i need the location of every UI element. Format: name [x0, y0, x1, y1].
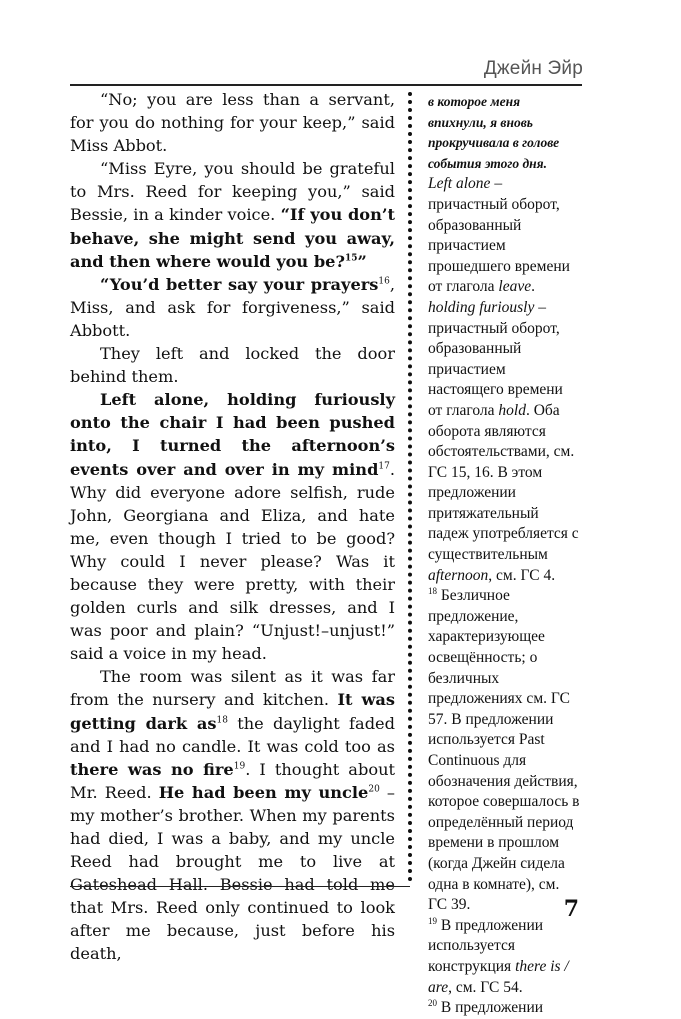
note-number: 18 — [428, 586, 437, 597]
footer-rule — [70, 886, 410, 887]
text-run: They left and locked the door behind them. — [70, 344, 395, 387]
note-number: 19 — [428, 915, 437, 926]
text-run: В предложении — [437, 999, 544, 1017]
paragraph-6 — [70, 665, 395, 965]
text-run: “Miss Eyre, you should be grateful to Mrs. Reed for keeping you,” said Bessie, in a kinder voice. — [70, 159, 395, 225]
text-run: the daylight faded and I had no candle. It was cold too as — [70, 713, 396, 756]
text-run: . I thought about Mr. Reed. — [70, 759, 395, 802]
text-run: , Miss, and ask for forgiveness,” said Abbott. — [70, 274, 395, 340]
bold-phrase: It was getting dark as — [70, 690, 395, 733]
term: hold — [498, 401, 526, 419]
term: afternoon — [428, 566, 489, 584]
text-run: В предложении используется конструкция — [428, 916, 544, 975]
text-run: . — [531, 278, 535, 296]
note-20 — [428, 998, 580, 1019]
running-title: Джейн Эйр — [483, 58, 583, 79]
term: there is / are — [428, 957, 569, 996]
footnote-ref: 18 — [216, 715, 228, 726]
header-rule — [70, 84, 582, 86]
paragraph-4 — [70, 342, 395, 388]
footnote-ref: 20 — [368, 784, 380, 795]
paragraph-3 — [70, 273, 395, 342]
text-run: – my mother’s brother. When my parents had died, I was a baby, and my uncle Reed had brought me to live at Gateshead Hall. Bessie had told me that Mrs. Reed only continued to look after me because, just before his death, — [70, 782, 396, 964]
paragraph-1 — [70, 88, 395, 157]
text-run: . Why did everyone adore selfish, rude John, Georgiana and Eliza, and hate me, even though I tried to be good? Why could I never please? Was it because they were pretty, with their golden curls and silk dresses, and I was poor and plain? “Unjust!–unjust!” said a voice in my head. — [70, 459, 395, 664]
note-translation: в которое меня впихнули, я вновь прокручивала в голове события этого дня. — [428, 94, 560, 171]
footnote-ref: 16 — [378, 276, 390, 287]
page-number: 7 — [563, 896, 579, 922]
text-run: ” — [357, 251, 367, 271]
note-17 — [428, 174, 580, 586]
bold-phrase: He had been my uncle — [158, 782, 369, 802]
term: leave — [498, 278, 532, 296]
text-run: , см. ГС 4. — [488, 566, 556, 584]
bold-phrase: “You’d better say your prayers — [100, 274, 379, 294]
text-run: “No; you are less than a servant, for you do nothing for your keep,” said Miss Abbot. — [70, 90, 395, 156]
note-number: 20 — [428, 997, 437, 1008]
notes-column — [428, 92, 580, 1019]
bold-phrase: there was no fire — [70, 759, 234, 779]
text-run: – причастный оборот, образованный причастием прошедшего времени от глагола — [428, 175, 570, 296]
text-run: , см. ГС 54. — [448, 978, 523, 996]
dotted-column-divider — [408, 92, 412, 882]
main-text-column — [70, 88, 395, 966]
term: Left alone — [428, 175, 491, 193]
term: holding furiously — [428, 298, 535, 316]
bold-phrase: Left alone, holding furiously onto the chair I had been pushed into, I turned the afternoon’s events over and over in my mind — [70, 390, 395, 479]
text-run: – причастный оборот, образованный причастием настоящего времени от глагола — [428, 298, 563, 419]
footnote-ref: 19 — [233, 761, 246, 772]
text-run: The room was silent as it was far from the nursery and kitchen. — [70, 667, 395, 710]
text-run: Безличное предложение, характеризующее освещённость; о безличных предложениях см. ГС 57. В предложении используется Past Continuous для обозначения действия, которое совершалось в определённый период времени в прошлом (когда Джейн сидела одна в комнате), см. ГС 39. — [428, 587, 580, 914]
footnote-ref: 15 — [344, 253, 358, 264]
paragraph-5 — [70, 388, 395, 665]
bold-phrase: “If you don’t behave, she might send you away, and then where would you be? — [70, 205, 395, 271]
paragraph-2 — [70, 157, 395, 272]
note-18 — [428, 586, 580, 916]
note-19 — [428, 916, 580, 998]
text-run: . Оба оборота являются обстоятельствами, см. ГС 15, 16. В этом предложении притяжательный падеж употребляется с существительным — [428, 401, 579, 564]
footnote-ref: 17 — [378, 461, 390, 472]
